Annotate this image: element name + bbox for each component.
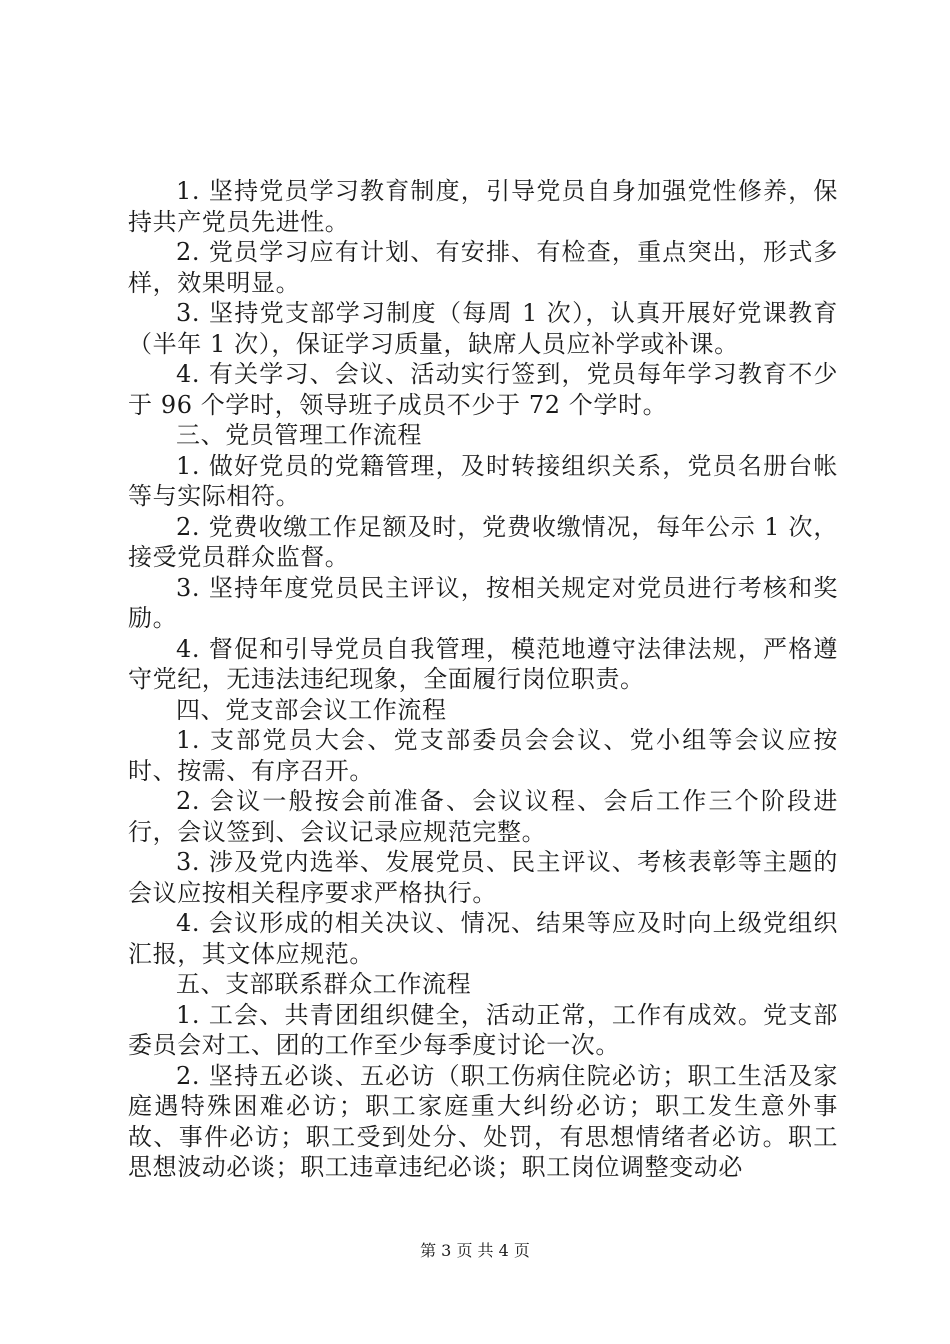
paragraph: 2. 党员学习应有计划、有安排、有检查，重点突出，形式多样，效果明显。 [128, 238, 838, 297]
paragraph: 1. 做好党员的党籍管理，及时转接组织关系，党员名册台帐等与实际相符。 [128, 451, 838, 510]
paragraph: 2. 会议一般按会前准备、会议议程、会后工作三个阶段进行，会议签到、会议记录应规范完整。 [128, 787, 838, 846]
document-body [128, 176, 838, 1183]
section-heading: 三、党员管理工作流程 [176, 421, 422, 449]
paragraph: 3. 涉及党内选举、发展党员、民主评议、考核表彰等主题的会议应按相关程序要求严格执行。 [128, 848, 838, 907]
section-heading: 五、支部联系群众工作流程 [176, 970, 472, 998]
page-number-footer: 第 3 页 共 4 页 [420, 1241, 530, 1260]
paragraph: 4. 会议形成的相关决议、情况、结果等应及时向上级党组织汇报，其文体应规范。 [128, 909, 838, 968]
paragraph: 2. 党费收缴工作足额及时，党费收缴情况，每年公示 1 次，接受党员群众监督。 [128, 512, 838, 571]
paragraph: 3. 坚持年度党员民主评议，按相关规定对党员进行考核和奖励。 [128, 573, 838, 632]
paragraph: 1. 支部党员大会、党支部委员会会议、党小组等会议应按时、按需、有序召开。 [128, 726, 838, 785]
paragraph: 3. 坚持党支部学习制度（每周 1 次），认真开展好党课教育（半年 1 次），保证学习质量，缺席人员应补学或补课。 [128, 299, 838, 358]
paragraph: 4. 督促和引导党员自我管理，模范地遵守法律法规，严格遵守党纪，无违法违纪现象，全面履行岗位职责。 [128, 634, 838, 693]
paragraph: 4. 有关学习、会议、活动实行签到，党员每年学习教育不少于 96 个学时，领导班子成员不少于 72 个学时。 [128, 360, 838, 419]
paragraph: 1. 坚持党员学习教育制度，引导党员自身加强党性修养，保持共产党员先进性。 [128, 177, 838, 236]
paragraph: 2. 坚持五必谈、五必访（职工伤病住院必访；职工生活及家庭遇特殊困难必访；职工家庭重大纠纷必访；职工发生意外事故、事件必访；职工受到处分、处罚，有思想情绪者必访。职工思想波动必谈；职工违章违纪必谈；职工岗位调整变动必 [128, 1061, 838, 1181]
paragraph: 1. 工会、共青团组织健全，活动正常，工作有成效。党支部委员会对工、团的工作至少每季度讨论一次。 [128, 1000, 838, 1059]
section-heading: 四、党支部会议工作流程 [176, 695, 447, 724]
